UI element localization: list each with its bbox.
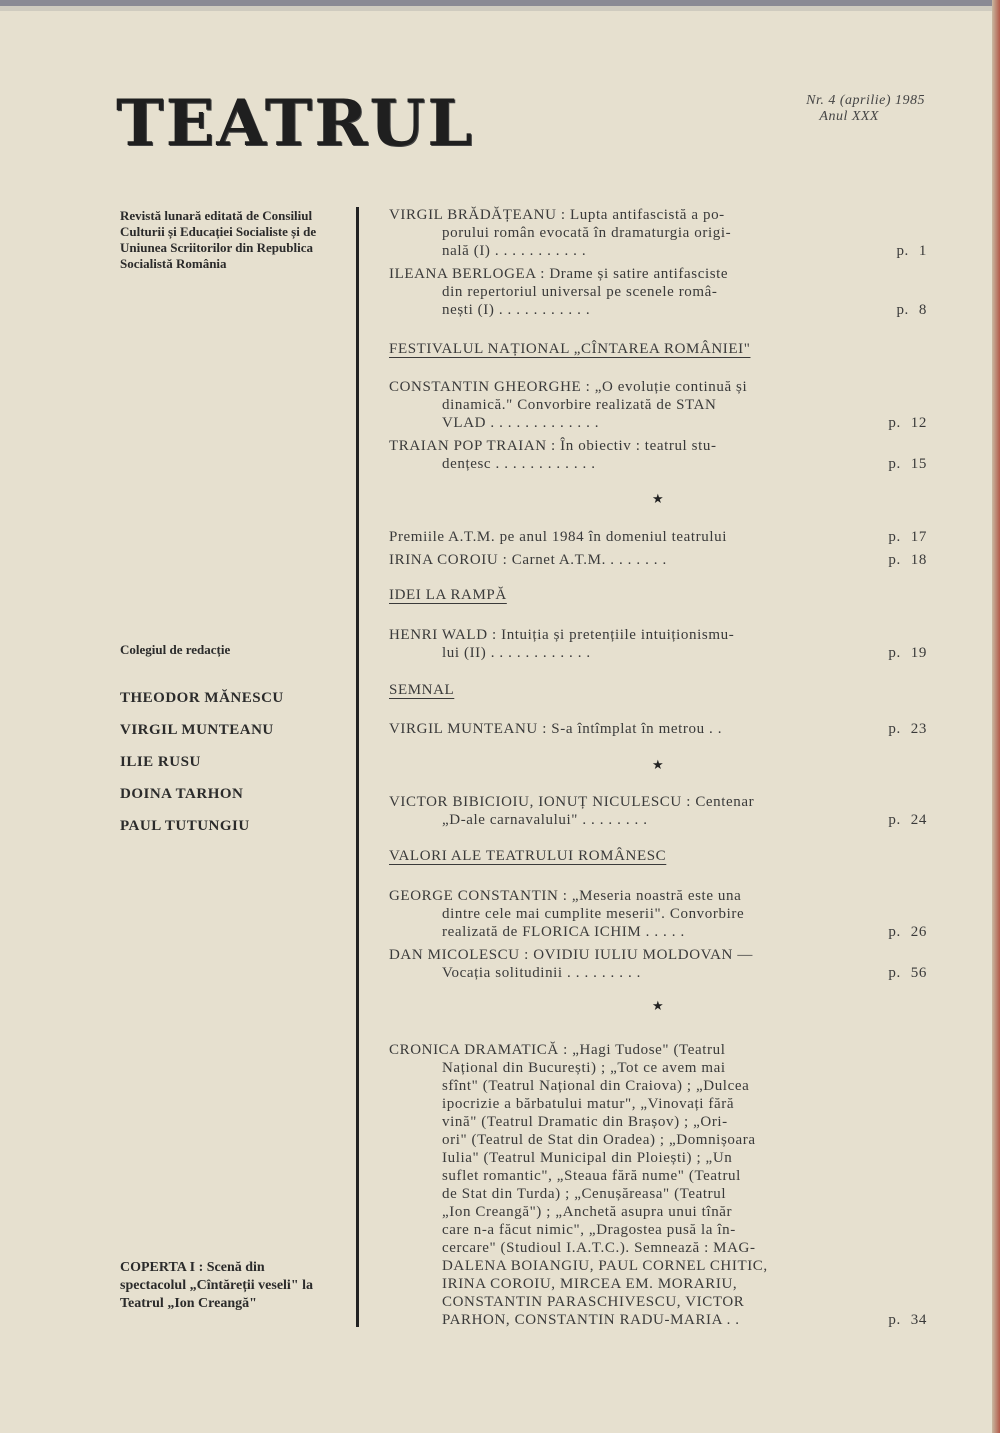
page-number: 1 xyxy=(918,243,927,259)
issue-number: Nr. 4 (aprilie) 1985 xyxy=(806,93,925,108)
page-label: p. xyxy=(888,1312,901,1328)
entry-line: „Ion Creangă") ; „Anchetă asupra unui tînăr xyxy=(442,1204,733,1220)
page-label: p. xyxy=(888,529,901,545)
page-number: 15 xyxy=(910,456,927,472)
issue-info xyxy=(806,93,925,125)
page-number: 34 xyxy=(910,1312,927,1328)
entry-line: HENRI WALD : Intuiția și pretențiile intuiționismu- xyxy=(389,627,735,643)
page-edge xyxy=(992,0,1000,1433)
publisher-note: Revistă lunară editată de Consiliul Culturii și Educației Socialiste și de Uniunea Scriitorilor din Republica Socialistă România xyxy=(120,208,317,271)
separator-star-icon: ★ xyxy=(652,757,664,772)
entry-line: „D-ale carnavalului" . . . . . . . . xyxy=(442,812,648,828)
page-label: p. xyxy=(888,552,901,568)
masthead-logo: TEATRUL xyxy=(116,86,475,161)
page-label: p. xyxy=(888,415,901,431)
page-number: 18 xyxy=(910,552,927,568)
entry-line: IRINA COROIU : Carnet A.T.M. . . . . . . . xyxy=(389,552,667,568)
section-header xyxy=(389,681,927,699)
entry-line: VICTOR BIBICIOIU, IONUȚ NICULESCU : Centenar xyxy=(389,794,755,810)
entry-line: suflet romantic", „Steaua fără nume" (Teatrul xyxy=(442,1168,741,1184)
toc-page xyxy=(389,923,927,941)
section-title: VALORI ALE TEATRULUI ROMÂNESC xyxy=(389,848,667,864)
page-number: 8 xyxy=(918,302,927,318)
entry-line: de Stat din Turda) ; „Cenușăreasa" (Teatrul xyxy=(442,1186,727,1202)
entry-line: PARHON, CONSTANTIN RADU-MARIA . . xyxy=(442,1312,740,1328)
toc-entry xyxy=(389,626,927,662)
entry-line: DALENA BOIANGIU, PAUL CORNEL CHITIC, xyxy=(442,1258,768,1274)
page-label: p. xyxy=(888,965,901,981)
entry-line: care n-a făcut nimic", „Dragostea pusă la în- xyxy=(442,1222,736,1238)
entry-line: ILEANA BERLOGEA : Drame și satire antifasciste xyxy=(389,266,729,282)
entry-line: dintre cele mai cumplite meserii". Convorbire xyxy=(442,906,745,922)
section-title: FESTIVALUL NAȚIONAL „CÎNTAREA ROMÂNIEI" xyxy=(389,341,751,357)
section-header xyxy=(389,847,927,865)
entry-line: cercare" (Studioul I.A.T.C.). Semnează : MAG- xyxy=(442,1240,756,1256)
board-member: DOINA TARHON xyxy=(120,786,244,802)
entry-line: nești (I) . . . . . . . . . . . xyxy=(442,302,591,318)
toc-page xyxy=(389,301,927,319)
entry-line: DAN MICOLESCU : OVIDIU IULIU MOLDOVAN — xyxy=(389,947,753,963)
entry-line: realizată de FLORICA ICHIM . . . . . xyxy=(442,924,685,940)
board-member: THEODOR MĂNESCU xyxy=(120,690,284,706)
cover-caption: COPERTA I : Scenă din spectacolul „Cîntăreții veseli" la Teatrul „Ion Creangă" xyxy=(120,1260,313,1311)
toc-page xyxy=(389,414,927,432)
entry-line: TRAIAN POP TRAIAN : În obiectiv : teatrul stu- xyxy=(389,438,717,454)
page-number: 23 xyxy=(910,721,927,737)
board-member: ILIE RUSU xyxy=(120,754,201,770)
page-number: 12 xyxy=(910,415,927,431)
editorial-board xyxy=(120,642,332,842)
entry-line: lui (II) . . . . . . . . . . . . xyxy=(442,645,591,661)
toc-entry xyxy=(389,793,927,829)
entry-line: VIRGIL BRĂDĂȚEANU : Lupta antifascistă a po- xyxy=(389,207,725,223)
toc-entry xyxy=(389,1041,927,1329)
board-member: VIRGIL MUNTEANU xyxy=(120,722,274,738)
page-label: p. xyxy=(896,302,909,318)
page-number: 17 xyxy=(910,529,927,545)
editorial-board-title: Colegiul de redacție xyxy=(120,642,231,657)
entry-line: dențesc . . . . . . . . . . . . xyxy=(442,456,596,472)
entry-line: vină" (Teatrul Dramatic din Brașov) ; „Ori- xyxy=(442,1114,728,1130)
entry-line: Premiile A.T.M. pe anul 1984 în domeniul teatrului xyxy=(389,529,728,545)
page-label: p. xyxy=(888,812,901,828)
page-label: p. xyxy=(888,924,901,940)
issue-year: Anul XXX xyxy=(819,109,879,124)
entry-line: sfînt" (Teatrul Național din Craiova) ; „Dulcea xyxy=(442,1078,750,1094)
page-label: p. xyxy=(888,721,901,737)
entry-line: VLAD . . . . . . . . . . . . . xyxy=(442,415,600,431)
entry-line: ipocrizie a bărbatului matur", „Vinovați fără xyxy=(442,1096,735,1112)
toc-entry xyxy=(389,437,927,473)
toc-entry xyxy=(389,946,927,982)
entry-line: ori" (Teatrul de Stat din Oradea) ; „Domnișoara xyxy=(442,1132,756,1148)
section-header xyxy=(389,586,927,604)
entry-line: CRONICA DRAMATICĂ : „Hagi Tudose" (Teatrul xyxy=(389,1042,726,1058)
toc-entry xyxy=(389,720,927,738)
entry-line: CONSTANTIN GHEORGHE : „O evoluție continuă și xyxy=(389,379,748,395)
toc-page xyxy=(389,242,927,260)
page-number: 56 xyxy=(910,965,927,981)
separator-star-icon: ★ xyxy=(652,998,664,1013)
section-title: SEMNAL xyxy=(389,682,455,698)
separator-star-icon: ★ xyxy=(652,491,664,506)
page-label: p. xyxy=(888,456,901,472)
board-member: PAUL TUTUNGIU xyxy=(120,818,250,834)
entry-line: dinamică." Convorbire realizată de STAN xyxy=(442,397,717,413)
entry-line: IRINA COROIU, MIRCEA EM. MORARIU, xyxy=(442,1276,738,1292)
page-number: 19 xyxy=(910,645,927,661)
page-label: p. xyxy=(888,645,901,661)
entry-line: nală (I) . . . . . . . . . . . xyxy=(442,243,587,259)
page-number: 24 xyxy=(910,812,927,828)
entry-line: Național din București) ; „Tot ce avem mai xyxy=(442,1060,726,1076)
page-number: 26 xyxy=(910,924,927,940)
toc-entry xyxy=(389,528,927,546)
page-edge xyxy=(0,6,1000,11)
column-divider xyxy=(356,207,359,1327)
section-title: IDEI LA RAMPĂ xyxy=(389,587,507,603)
entry-line: CONSTANTIN PARASCHIVESCU, VICTOR xyxy=(442,1294,745,1310)
entry-line: Vocația solitudinii . . . . . . . . . xyxy=(442,965,641,981)
section-header xyxy=(389,340,927,358)
entry-line: porului român evocată în dramaturgia origi- xyxy=(442,225,732,241)
entry-line: Iulia" (Teatrul Municipal din Ploiești) ; „Un xyxy=(442,1150,733,1166)
entry-line: GEORGE CONSTANTIN : „Meseria noastră este una xyxy=(389,888,742,904)
entry-line: din repertoriul universal pe scenele româ- xyxy=(442,284,718,300)
page-label: p. xyxy=(896,243,909,259)
toc-entry xyxy=(389,551,927,569)
entry-line: VIRGIL MUNTEANU : S-a întîmplat în metrou . . xyxy=(389,721,723,737)
